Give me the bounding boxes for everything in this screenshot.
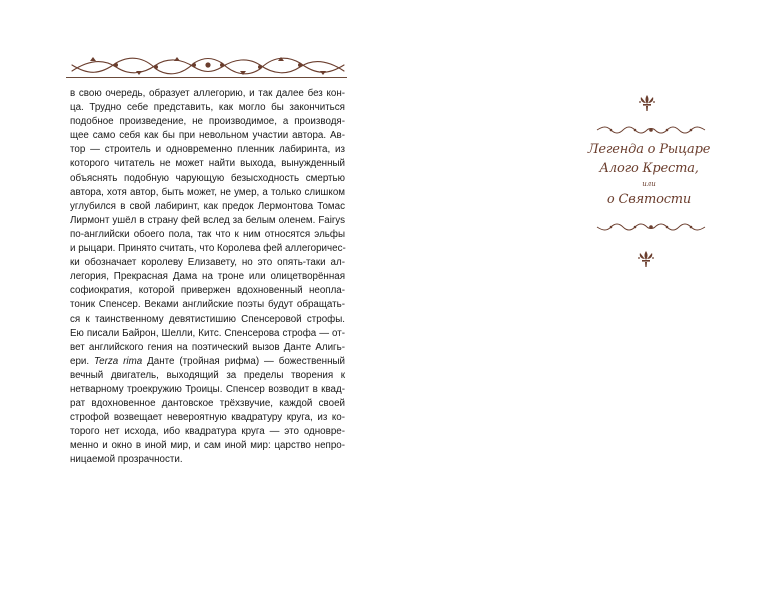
fleur-de-lis-icon [636, 250, 656, 268]
text-line [70, 200, 345, 214]
text-run: которого читатель не может найти выхода, вынужденный [70, 158, 345, 170]
text-line [70, 425, 345, 439]
text-run: углубился в свой лабиринт, как предок Лермонтова Томас [70, 200, 345, 212]
text-line [70, 313, 345, 327]
text-run: ца. Трудно себе представить, как могло бы закончиться [70, 102, 345, 114]
text-run: щее само себя как бы при невольном участии автора. Ав- [70, 130, 345, 142]
text-run: нетварному троекружию Троицы. Спенсер возводит в квад- [70, 383, 345, 395]
text-run: тор — строитель и одновременно пленник лабиринта, из [70, 144, 345, 156]
text-line [70, 411, 345, 425]
text-run: софиократия, которой привержен вдохновенный неопла- [70, 285, 345, 297]
text-line [70, 439, 345, 453]
text-line [70, 242, 345, 256]
text-run: Данте (тройная рифма) — божественный [142, 355, 345, 367]
text-run: в свою очередь, образует аллегорию, и так далее без кон- [70, 88, 345, 99]
right-page [383, 0, 766, 596]
vine-scroll-ornament-icon [70, 55, 346, 77]
text-run: торого нет исхода, ибо квадратура круга — это одновре- [70, 426, 345, 438]
text-run: вечный двигатель, выходящий за пределы творения к [70, 369, 345, 381]
text-line [70, 228, 345, 242]
header-rule [66, 77, 347, 78]
title-line-3: о Святости [606, 192, 692, 207]
text-run: подобное произведение, не производимое, а производя- [70, 116, 345, 128]
body-text [70, 87, 345, 468]
text-line [70, 284, 345, 298]
text-run: тоник Спенсер. Веками английские поэты будут обращать- [70, 299, 345, 311]
text-run: Ею писали Байрон, Шелли, Китс. Спенсерова строфа — от- [70, 327, 345, 339]
text-line [70, 383, 345, 397]
text-run: строфой возвещает невероятную квадратуру круга, из ко- [70, 412, 345, 424]
text-line [70, 157, 345, 171]
text-run: объяснять подобную чарующую безысходность смертью [70, 172, 345, 184]
text-line [70, 143, 345, 157]
scroll-border-ornament-icon [595, 222, 707, 232]
text-run: ери. [70, 355, 95, 367]
text-run: ки обозначает королеву Елизавету, но это опять-таки ал- [70, 257, 345, 269]
text-line [70, 115, 345, 129]
text-line [70, 327, 345, 341]
title-line-2: Алого Креста, [599, 161, 699, 176]
text-run: ницаемой прозрачности. [70, 454, 183, 466]
scroll-border-ornament-icon [595, 125, 707, 135]
text-line [70, 101, 345, 115]
text-line [70, 453, 345, 467]
text-line [70, 270, 345, 284]
title-connector: или [642, 180, 656, 188]
text-run: Лирмонт ушёл в страну фей вслед за белым оленем. Fairys [70, 214, 345, 226]
section-title [579, 140, 719, 209]
text-run: менно и окно в иной мир, и сам иной мир: царство непро- [70, 440, 345, 452]
text-line [70, 355, 345, 369]
title-line-1: Легенда о Рыцаре [587, 142, 711, 157]
text-run: рат вдохновенное дантовское трёхзвучие, каждой своей [70, 398, 345, 410]
text-run: по-английски обоего пола, так что к ним относятся эльфы [70, 228, 345, 240]
text-line [70, 341, 345, 355]
text-line [70, 214, 345, 228]
text-line [70, 369, 345, 383]
text-run: и рыцари. Принято считать, что Королева фей аллегоричес- [70, 243, 346, 255]
text-line [70, 397, 345, 411]
text-line [70, 256, 345, 270]
text-line [70, 186, 345, 200]
text-run: автора, хотя автор, быть может, не умер, а только слишком [70, 186, 345, 198]
text-run: ся к таинственному девятистишию Спенсеровой строфы. [70, 313, 345, 325]
text-line [70, 129, 345, 143]
italic-term: Terza rima [94, 355, 143, 367]
text-run: легория, Прекрасная Дама на троне или олицетворённая [70, 271, 345, 283]
text-line [70, 298, 345, 312]
text-run: вет английского гения на поэтический вызов Данте Алигь- [70, 341, 345, 353]
fleur-de-lis-icon [637, 94, 657, 112]
text-line [70, 172, 345, 186]
text-line [70, 87, 345, 101]
